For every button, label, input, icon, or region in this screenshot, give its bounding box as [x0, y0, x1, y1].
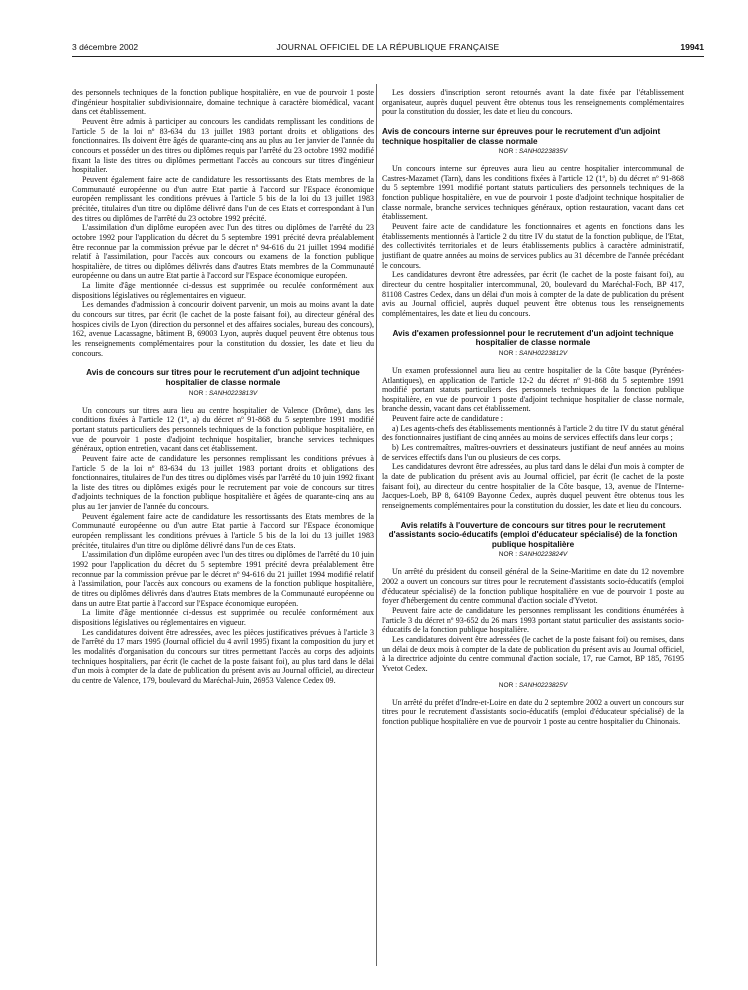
- paragraph: L'assimilation d'un diplôme européen avec l'un des titres ou diplômes de l'arrêté du 10 juin 1992 pour l'application du décret du 5 septembre 1991 précité devra préalablement être reconnue par la commission prévue par le décret nº 94-616 du 21 juillet 1994 modifié relatif à l'assimilation, pour l'accès aux concours ou examens de la fonction publique hospitalière, de titres ou diplômes délivrés dans d'autres Etats membres de la Communauté européenne ou dans un autre Etat partie à l'accord sur l'Espace économique européen.: [72, 550, 374, 608]
- paragraph: a) Les agents-chefs des établissements mentionnés à l'article 2 du titre IV du statut général des fonctionnaires justifiant de cinq années au moins de services effectifs dans leur corps ;: [382, 423, 684, 443]
- paragraph: Peuvent faire acte de candidature :: [392, 414, 504, 424]
- nor-reference: [382, 550, 684, 559]
- spacer: [382, 674, 684, 680]
- notice-section: [382, 127, 684, 319]
- paragraph: L'assimilation d'un diplôme européen avec l'un des titres ou diplômes de l'arrêté du 23 octobre 1992 pour l'application du décret du 5 septembre 1991 précité devra préalablement être reconnue par la commission prévue par le décret nº 94-616 du 21 juillet 1994 modifié relatif à l'assimilation, pour l'accès aux concours ou examens de la fonction publique hospitalière, de titres ou diplômes délivrés dans d'autres Etats membres de la Communauté européenne ou dans un autre Etat partie à l'accord sur l'Espace économique européen.: [72, 223, 374, 281]
- nor-reference: [72, 389, 374, 398]
- section-title: Avis d'examen professionnel pour le recrutement d'un adjoint technique hospitalier de classe normale: [392, 328, 674, 348]
- paragraph: Peuvent faire acte de candidature les fonctionnaires et agents en fonctions dans les établissements mentionnés à l'article 2 du titre IV du statut de la fonction publique, de l'Etat, des collectivités territoriales et de leurs établissements publics à caractère administratif, justifiant de quatre années au moins de services publics au 31 décembre de l'année précédant le concours.: [382, 222, 684, 270]
- nor-label: NOR :: [498, 681, 519, 689]
- paragraph: des personnels techniques de la fonction publique hospitalière, en vue de pourvoir 1 poste d'ingénieur hospitalier subdivisionnaire, domaine technique à caractère biomédical, vacant dans cet établissement.: [72, 88, 374, 117]
- section-title: Avis de concours interne sur épreuves pour le recrutement d'un adjoint technique hospitalier de classe normale: [382, 126, 661, 146]
- nor-label: NOR :: [188, 389, 209, 397]
- spacer: [382, 511, 684, 521]
- nor-code: SANH0223825V: [518, 681, 568, 689]
- spacer: [382, 117, 684, 127]
- paragraph: La limite d'âge mentionnée ci-dessus est supprimée ou reculée conformément aux dispositions législatives ou réglementaires en vigueur.: [72, 608, 374, 627]
- paragraph: b) Les contremaîtres, maîtres-ouvriers et dessinateurs justifiant de neuf années au moins de services effectifs dans l'un ou plusieurs de ces corps.: [382, 443, 684, 462]
- paragraph: La limite d'âge mentionnée ci-dessus est supprimée ou reculée conformément aux dispositions législatives ou réglementaires en vigueur.: [72, 281, 374, 300]
- paragraph: Peuvent faire acte de candidature les personnes remplissant les conditions énumérées à l'article 3 du décret nº 93-652 du 26 mars 1993 portant statut particulier des assistants socio-éducatifs de la fonction publique hospitalière.: [382, 606, 684, 635]
- paragraph: Peuvent faire acte de candidature les personnes remplissant les conditions prévues à l'article 5 de la loi nº 83-634 du 13 juillet 1983 portant droits et obligations des fonctionnaires, titulaires de l'un des titres ou diplômes visés par l'arrêté du 10 juin 1992 fixant la liste des titres ou diplômes exigés pour le recrutement par voie de concours sur titres d'adjoints techniques de la fonction publique hospitalière et âgées de quarante-cinq ans au plus au 1er janvier de l'année du concours.: [72, 453, 374, 512]
- paragraph: Un arrêté du préfet d'Indre-et-Loire en date du 2 septembre 2002 a ouvert un concours sur titres pour le recrutement d'assistants socio-éducatifs (emploi d'éducateur spécialisé) de la fonction publique hospitalière en vue de pourvoir 1 poste au centre hospitalier du Chinonais.: [382, 697, 684, 726]
- column-divider: [376, 84, 377, 966]
- header-rule: [72, 56, 704, 57]
- paragraph: Les candidatures devront être adressées, par écrit (le cachet de la poste faisant foi), au directeur du centre hospitalier intercommunal, 20, boulevard du Maréchal-Foch, BP 417, 81108 Castres Cedex, dans un délai d'un mois à compter de la date de publication du présent avis au Journal officiel, auprès duquel peuvent être obtenus tous les renseignements complémentaires, les date et lieu du concours.: [382, 270, 684, 318]
- paragraph: Les candidatures devront être adressées, au plus tard dans le délai d'un mois à compter de la date de publication du présent avis au Journal officiel, par écrit (le cachet de la poste faisant foi), au directeur du centre hospitalier de la Côte basque, 13, avenue de l'Interne-Jacques-Loeb, BP 8, 64109 Bayonne Cedex, auprès duquel peuvent être obtenus tous les renseignements complémentaires pour la constitution du dossier, les date et lieu du concours.: [382, 462, 684, 511]
- nor-code: SANH0223813V: [208, 389, 258, 397]
- notice-section: [382, 521, 684, 674]
- paragraph: Peuvent être admis à participer au concours les candidats remplissant les conditions de l'article 5 de la loi nº 83-634 du 13 juillet 1983 portant droits et obligations des fonctionnaires. Ils doivent être âgés de quarante-cinq ans au plus au 1er janvier de l'année du concours et posséder un des titres ou diplômes requis par l'arrêté du 23 octobre 1992 modifié fixant la liste des titres ou diplômes permettant l'accès au concours sur titres d'ingénieur hospitalier.: [72, 116, 374, 175]
- nor-reference: [382, 349, 684, 358]
- spacer: [72, 358, 374, 368]
- page-header: [72, 40, 704, 56]
- nor-code: SANH0223824V: [518, 551, 568, 559]
- nor-code: SANH0223812V: [518, 349, 568, 357]
- section-title: Avis de concours sur titres pour le recrutement d'un adjoint technique hospitalier de classe normale: [86, 368, 360, 387]
- right-column: [382, 88, 684, 727]
- paragraph: Peuvent également faire acte de candidature les ressortissants des Etats membres de la Communauté européenne ou d'un autre Etat partie à l'accord sur l'Espace économique européen remplissant les conditions prévues à l'article 5 bis de la loi du 13 juillet 1983 précitée, titulaires d'un titre ou diplôme délivré dans l'un de ces Etats et correspondant à l'un des titres ou diplômes de l'arrêté du 23 octobre 1992 précité.: [72, 174, 374, 223]
- section-title: Avis relatifs à l'ouverture de concours sur titres pour le recrutement d'assistants socio-éducatifs (emploi d'éducateur spécialisé) de la fonction publique hospitalière: [388, 520, 678, 549]
- issue-date: 3 décembre 2002: [72, 42, 139, 52]
- paragraph: Les demandes d'admission à concourir doivent parvenir, un mois au moins avant la date du concours sur titres, par écrit (le cachet de la poste faisant foi), au directeur général des hospices civils de Lyon (direction du personnel et des affaires sociales, bureau des concours), 162, avenue Lacassagne, bâtiment B, 69003 Lyon, auprès duquel peuvent être obtenus tous les renseignements complémentaires pour la constitution du dossier, les date et lieu du concours.: [72, 300, 374, 358]
- paragraph: Un arrêté du président du conseil général de la Seine-Maritime en date du 12 novembre 2002 a ouvert un concours sur titres pour le recrutement d'assistants socio-éducatifs (emploi d'éducateur spécialisé) de la fonction publique hospitalière en vue de pourvoir 1 poste au foyer d'hébergement du centre communal d'action sociale d'Yvetot.: [382, 567, 684, 606]
- notice-section: [382, 681, 684, 727]
- paragraph: Les candidatures doivent être adressées, avec les pièces justificatives prévues à l'article 3 de l'arrêté du 17 mars 1995 (Journal officiel du 4 avril 1995) fixant la composition du jury et les modalités d'organisation du concours sur titres permettant l'accès au corps des adjoints techniques hospitaliers, par écrit (le cachet de la poste faisant foi), au plus tard dans le délai d'un mois à compter de la date de publication du présent avis au Journal officiel, au directeur du centre de Valence, 179, boulevard du Maréchal-Juin, 26953 Valence Cedex 09.: [72, 627, 374, 685]
- page-number: 19941: [680, 42, 704, 52]
- paragraph: Un examen professionnel aura lieu au centre hospitalier de la Côte basque (Pyrénées-Atlantiques), en application de l'article 12-2 du décret nº 91-868 du 5 septembre 1991 modifié portant statuts particuliers des personnels techniques de la fonction publique hospitalière, en vue de pourvoir 1 poste d'adjoint technique hospitalier de classe normale, branche dessin, vacant dans cet établissement.: [382, 365, 684, 414]
- nor-label: NOR :: [498, 551, 519, 559]
- paragraph: Peuvent également faire acte de candidature les ressortissants des Etats membres de la Communauté européenne ou d'un autre Etat partie à l'accord sur l'Espace économique européen remplissant les conditions prévues à l'article 5 bis de la loi du 13 juillet 1983 précitée, titulaires d'un titre ou diplôme délivré dans l'un de ces Etats.: [72, 511, 374, 550]
- paragraph: Les candidatures doivent être adressées (le cachet de la poste faisant foi) ou remises, dans un délai de deux mois à compter de la date de publication du présent avis au Journal officiel, à la directrice adjointe du centre communal d'action sociale, 17, rue Carnot, BP 185, 76195 Yvetot Cedex.: [382, 635, 684, 674]
- nor-label: NOR :: [498, 349, 519, 357]
- nor-code: SANH0223835V: [518, 148, 568, 156]
- paragraph: Un concours interne sur épreuves aura lieu au centre hospitalier intercommunal de Castres-Mazamet (Tarn), dans les conditions fixées à l'article 12 (1º, b) du décret nº 91-868 du 5 septembre 1991 modifié portant statuts particuliers des personnels techniques de la fonction publique hospitalière, en vue de pourvoir 1 poste d'adjoint technique hospitalier de classe normale, branche services techniques généraux, option restauration, vacant dans cet établissement.: [382, 164, 684, 222]
- notice-section: [72, 368, 374, 685]
- left-column: [72, 88, 374, 686]
- nor-reference: [382, 681, 684, 690]
- paragraph: Un concours sur titres aura lieu au centre hospitalier de Valence (Drôme), dans les conditions fixées à l'article 12 (1º, a) du décret nº 91-868 du 5 septembre 1991 modifié portant statuts particuliers des personnels techniques de la fonction publique hospitalière, en vue de pourvoir 1 poste d'adjoint technique hospitalier, branche services techniques généraux, option entretien, vacant dans cet établissement.: [72, 405, 374, 454]
- journal-title: JOURNAL OFFICIEL DE LA RÉPUBLIQUE FRANÇAISE: [276, 42, 500, 52]
- notice-section: [382, 329, 684, 511]
- spacer: [382, 319, 684, 329]
- nor-label: NOR :: [498, 148, 519, 156]
- paragraph: Les dossiers d'inscription seront retournés avant la date fixée par l'établissement organisateur, auprès duquel peuvent être obtenus tous les renseignements complémentaires pour la constitution du dossier, les date et lieu du concours.: [382, 88, 684, 117]
- nor-reference: [382, 147, 684, 156]
